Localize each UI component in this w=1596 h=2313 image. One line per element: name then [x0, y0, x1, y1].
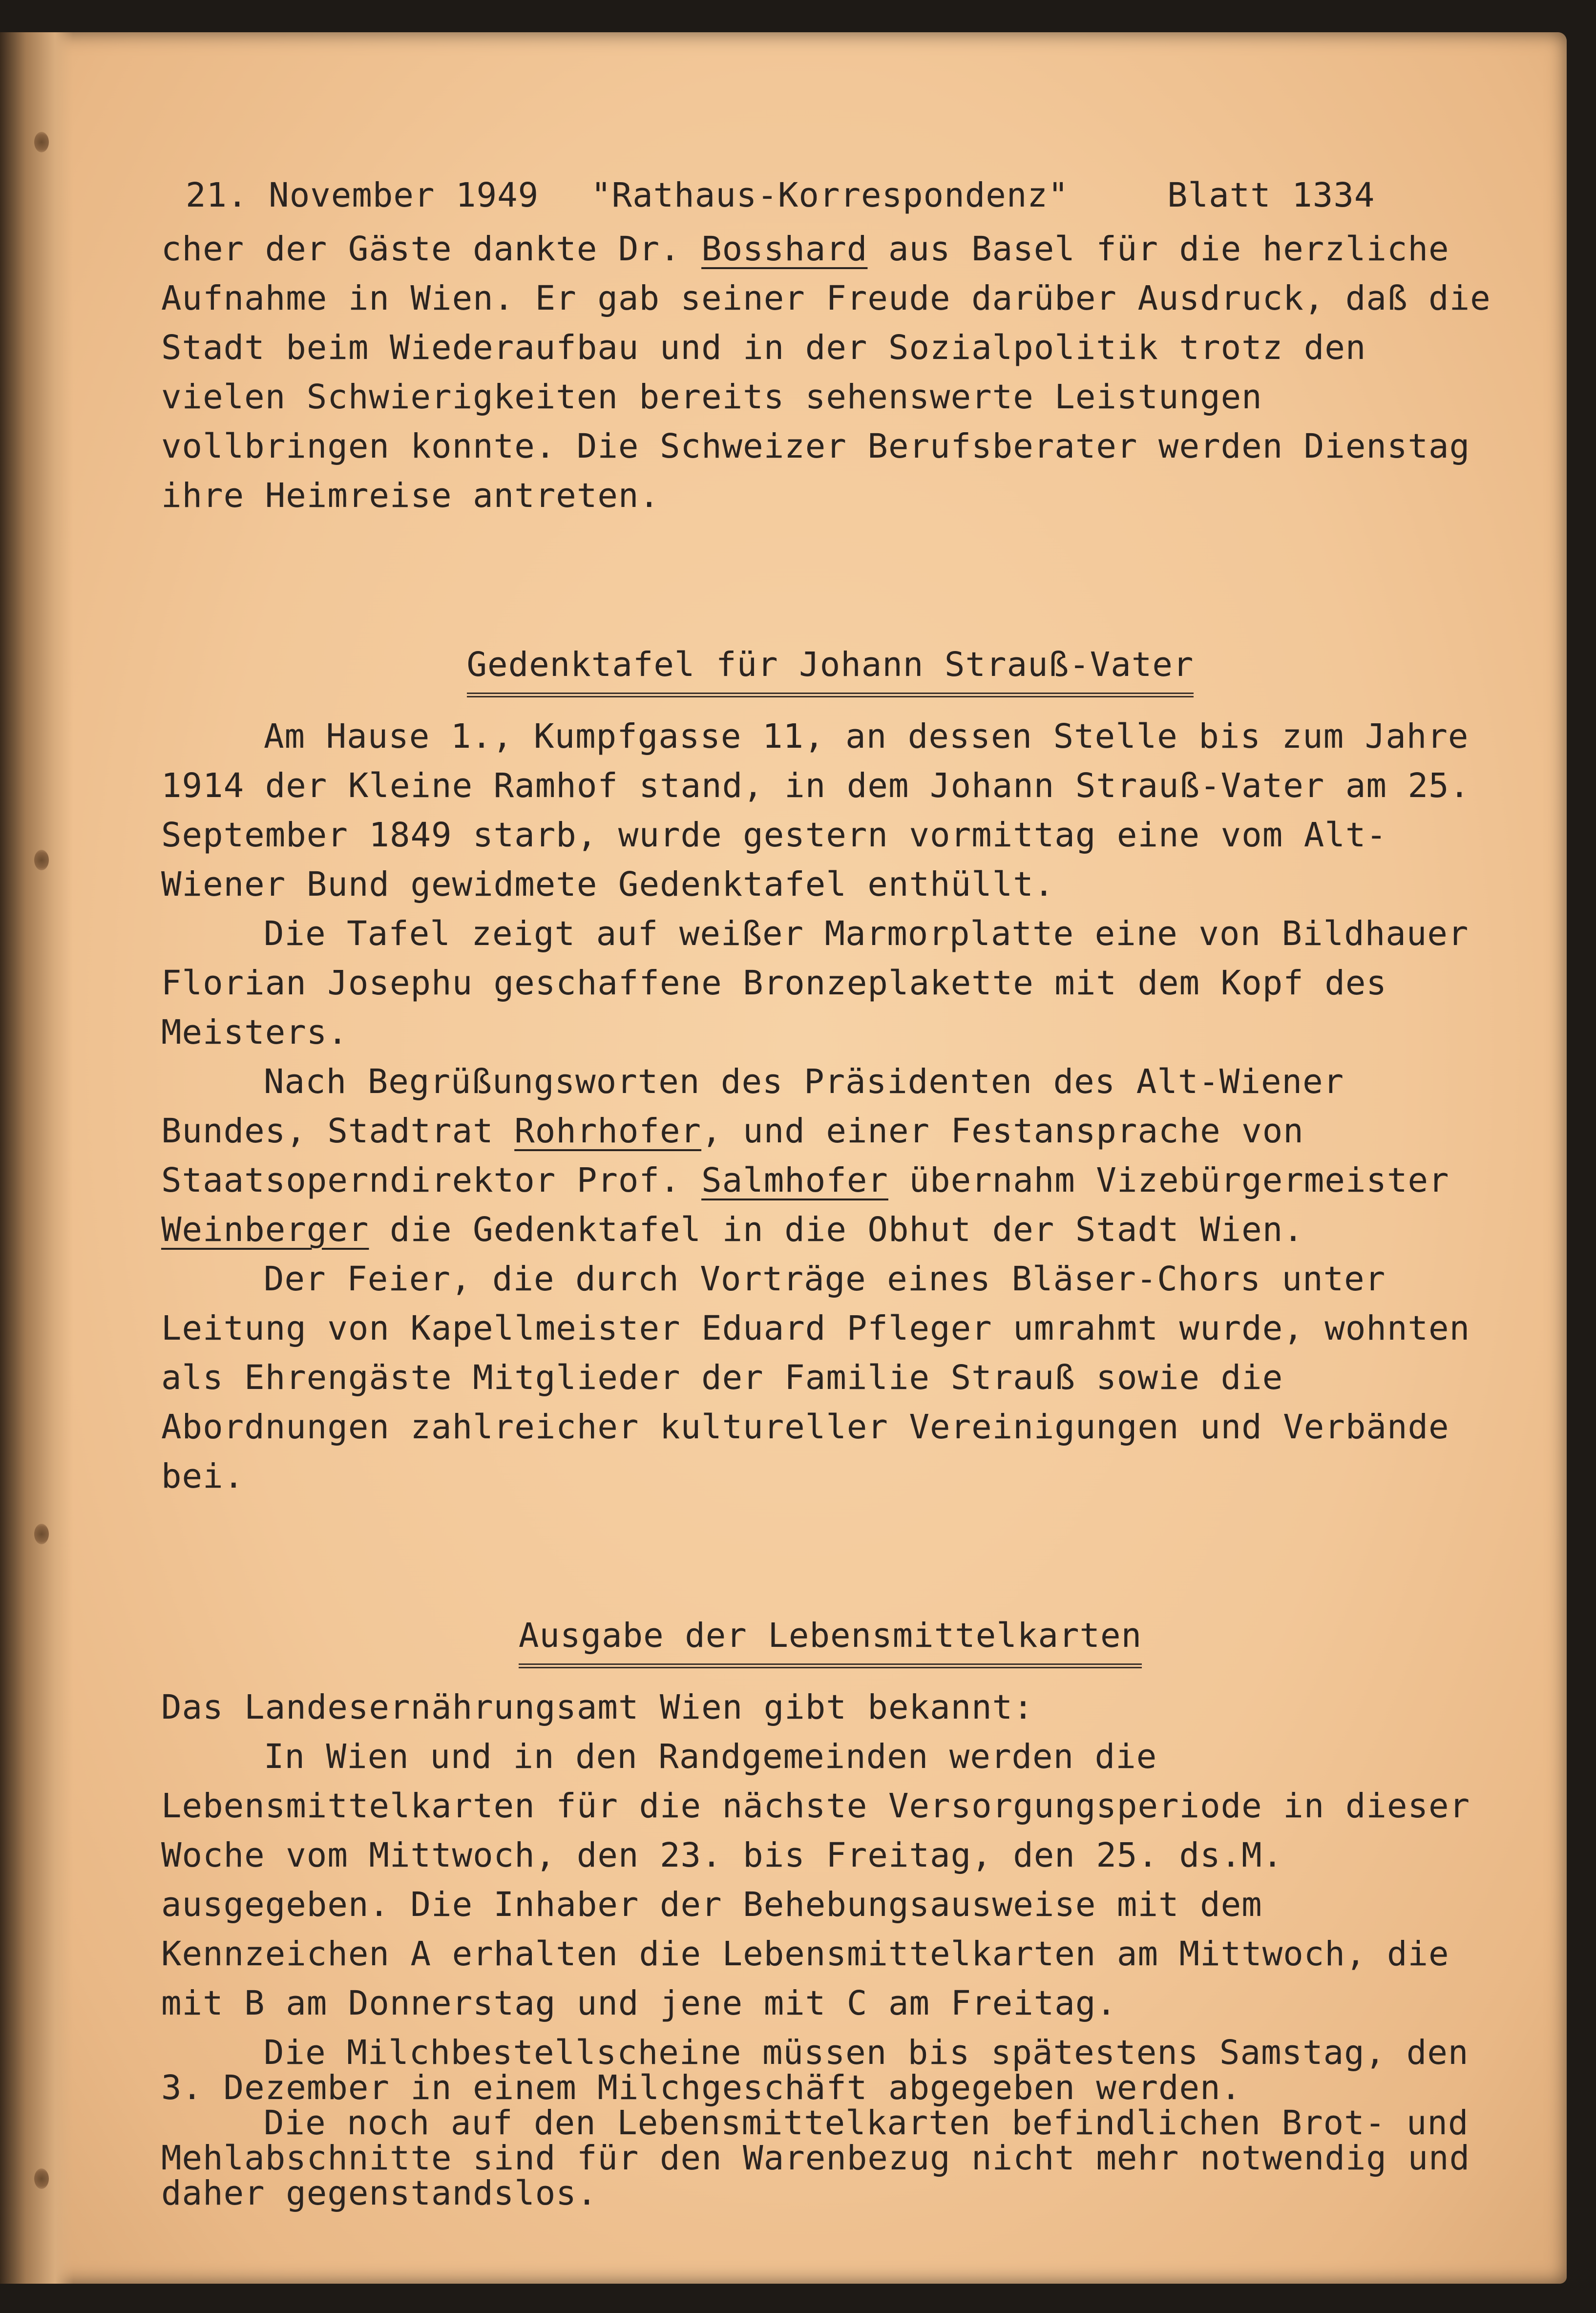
- article1-heading: Gedenktafel für Johann Strauß-Vater: [467, 643, 1194, 697]
- intro-paragraph: [161, 225, 1499, 521]
- article1-p3-text-d: die Gedenktafel in die Obhut der Stadt Wien.: [369, 1210, 1304, 1249]
- binding-hole: [34, 2168, 49, 2189]
- intro-text-a: cher der Gäste dankte Dr.: [161, 230, 702, 269]
- article2-heading-wrap: [161, 1614, 1499, 1668]
- article2-paragraph-2: Die Milchbestellscheine müssen bis spätestens Samstag, den 3. Dezember in einem Milchgeschäft abgegeben werden.: [161, 2033, 1469, 2107]
- article1-paragraph-4: Der Feier, die durch Vorträge eines Bläser-Chors unter Leitung von Kapellmeister Eduard Pfleger umrahmt wurde, wohnten als Ehrengäste Mitglieder der Familie Strauß sowie die Abordnungen zahlreicher kultureller Vereinigungen und Verbände bei.: [161, 1260, 1470, 1496]
- article2-compact-block: [161, 2035, 1499, 2211]
- intro-text-b: aus Basel für die herzliche Aufnahme in Wien. Er gab seiner Freude darüber Ausdruck, daß die Stadt beim Wiederaufbau und in der Sozialpolitik trotz den vielen Schwierigkeiten bereits sehenswerte Leistungen vollbringen konnte. Die Schweizer Berufsberater werden Dienstag ihre Heimreise antreten.: [161, 230, 1491, 515]
- binding-gutter: [0, 32, 73, 2284]
- binding-hole: [34, 850, 49, 870]
- page-header: [161, 176, 1499, 225]
- article2-lead: Das Landesernährungsamt Wien gibt bekannt:: [161, 1688, 1034, 1727]
- article1-heading-wrap: [161, 643, 1499, 697]
- article1-paragraph-1: Am Hause 1., Kumpfgasse 11, an dessen Stelle bis zum Jahre 1914 der Kleine Ramhof stand, in dem Johann Strauß-Vater am 25. September 1849 starb, wurde gestern vormittag eine vom Alt-Wiener Bund gewidmete Gedenktafel enthüllt.: [161, 717, 1470, 904]
- article2-paragraph-3: Die noch auf den Lebensmittelkarten befindlichen Brot- und Mehlabschnitte sind für den Warenbezug nicht mehr notwendig und daher gegenstandslos.: [161, 2103, 1470, 2213]
- binding-hole: [34, 132, 49, 152]
- header-page-number: Blatt 1334: [1167, 176, 1375, 215]
- article1-p3-text-a: Nach Begrüßungsworten des Präsidenten des Alt-Wiener Bundes, Stadtrat: [161, 1062, 1344, 1151]
- header-publication: "Rathaus-Korrespondenz": [591, 176, 1069, 215]
- typewritten-text: [161, 176, 1499, 2211]
- name-salmhofer: Salmhofer: [701, 1161, 888, 1200]
- article2-heading: Ausgabe der Lebensmittelkarten: [519, 1614, 1142, 1668]
- name-rohrhofer: Rohrhofer: [514, 1112, 702, 1151]
- binding-hole: [34, 1524, 49, 1544]
- header-date: 21. November 1949: [186, 176, 539, 215]
- article1-p3-text-c: übernahm Vizebürgermeister: [888, 1161, 1449, 1200]
- article1-paragraph-3: [161, 1057, 1499, 1255]
- article2-paragraph-1: In Wien und in den Randgemeinden werden die Lebensmittelkarten für die nächste Versorgungsperiode in dieser Woche vom Mittwoch, den 23. bis Freitag, den 25. ds.M. ausgegeben. Die Inhaber der Behebungsausweise mit dem Kennzeichen A erhalten die Lebensmittelkarten am Mittwoch, die mit B am Donnerstag und jene mit C am Freitag.: [161, 1737, 1470, 2023]
- name-weinberger: Weinberger: [161, 1210, 369, 1249]
- name-bosshard: Bosshard: [701, 230, 868, 269]
- article1-p3-text-b: , und einer Festansprache von Staatsoperndirektor Prof.: [161, 1112, 1304, 1200]
- article1-paragraph-2: Die Tafel zeigt auf weißer Marmorplatte eine von Bildhauer Florian Josephu geschaffene Bronzeplakette mit dem Kopf des Meisters.: [161, 914, 1469, 1052]
